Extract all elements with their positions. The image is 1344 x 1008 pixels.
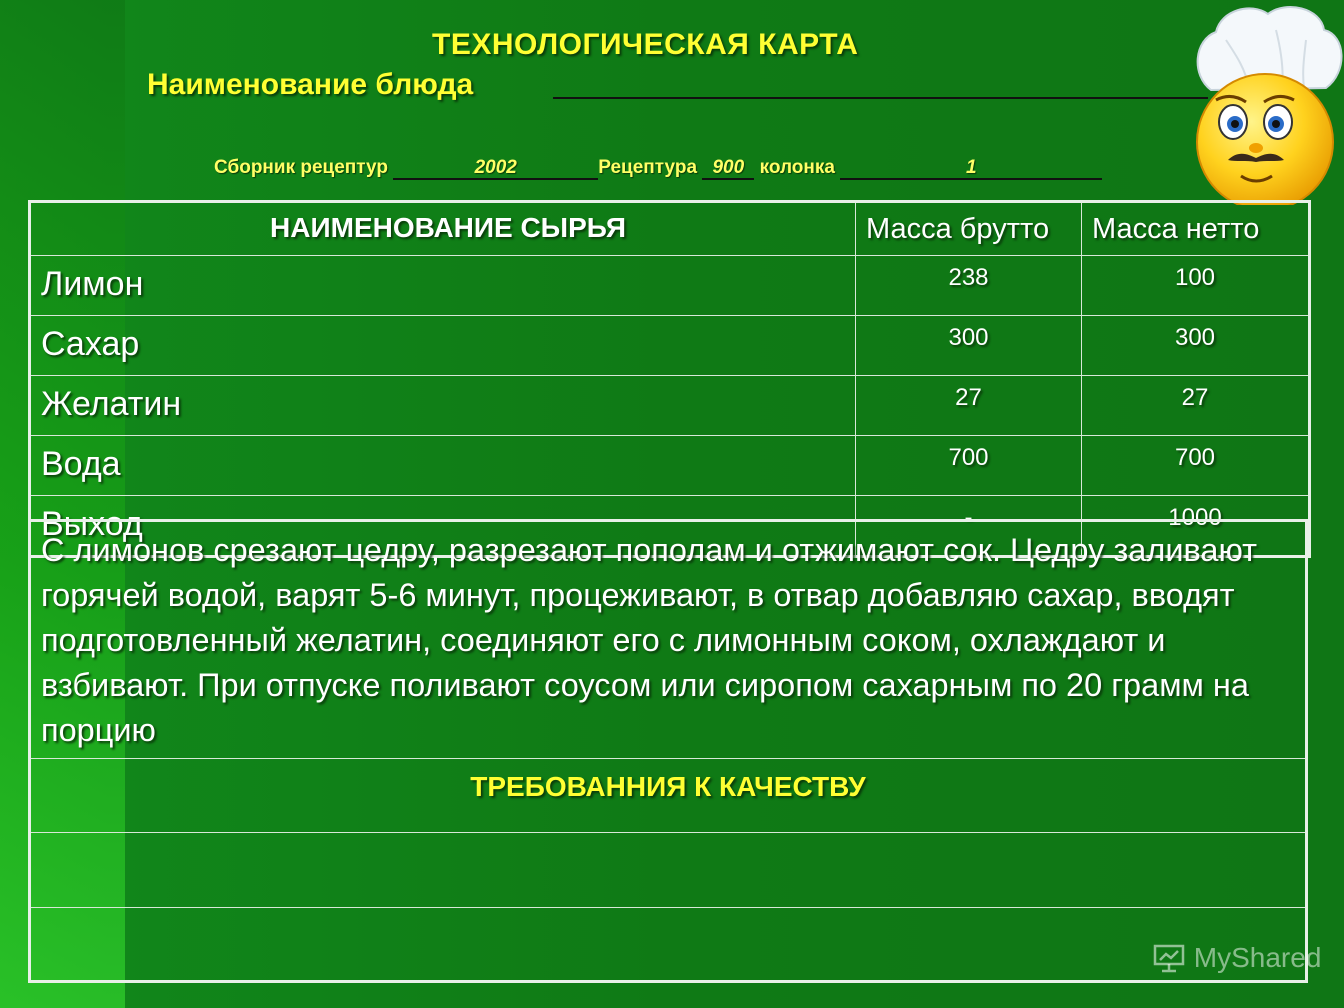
- dish-name-field-line: [553, 97, 1208, 99]
- net-mass: 27: [1082, 376, 1310, 436]
- empty-cell: [30, 833, 1307, 908]
- table-row: [30, 376, 1310, 436]
- header-net-mass: Масса нетто: [1082, 202, 1310, 256]
- table-row: [30, 256, 1310, 316]
- dish-name-label: Наименование блюда: [147, 68, 474, 101]
- ingredient-name: Выход: [30, 496, 856, 557]
- net-mass: 700: [1082, 436, 1310, 496]
- chef-smiley-icon: [1186, 0, 1344, 205]
- quality-row: [30, 759, 1307, 833]
- table-header-row: [30, 202, 1310, 256]
- collection-value: 2002: [393, 157, 598, 180]
- gross-mass: 700: [856, 436, 1082, 496]
- column-value: 1: [840, 157, 1102, 180]
- net-mass: 1000: [1082, 496, 1310, 557]
- ingredient-name: Сахар: [30, 316, 856, 376]
- description-row: [30, 521, 1307, 759]
- ingredient-name: Лимон: [30, 256, 856, 316]
- description-table: [28, 519, 1308, 983]
- recipe-source-line: [214, 157, 1102, 180]
- recipe-value: 900: [702, 157, 754, 180]
- header-ingredient-name: НАИМЕНОВАНИЕ СЫРЬЯ: [30, 202, 856, 256]
- net-mass: 100: [1082, 256, 1310, 316]
- gross-mass: 27: [856, 376, 1082, 436]
- net-mass: 300: [1082, 316, 1310, 376]
- watermark-text: MyShared: [1193, 942, 1322, 973]
- presentation-icon: [1152, 943, 1186, 973]
- collection-label: Сборник рецептур: [214, 157, 388, 178]
- page-title: ТЕХНОЛОГИЧЕСКАЯ КАРТА: [432, 28, 859, 61]
- empty-cell: [30, 908, 1307, 982]
- preparation-description: С лимонов срезают цедру, разрезают пополам и отжимают сок. Цедру заливают горячей водой, варят 5-6 минут, процеживают, в отвар добавляю сахар, вводят подготовленный желатин, соединяют его с лимонным соком, охлаждают и взбивают. При отпуске поливают соусом или сиропом сахарным по 20 грамм на порцию: [30, 521, 1307, 759]
- gross-mass: 300: [856, 316, 1082, 376]
- header-gross-mass: Масса брутто: [856, 202, 1082, 256]
- empty-row: [30, 908, 1307, 982]
- ingredients-table: [28, 200, 1311, 558]
- column-label: колонка: [759, 157, 835, 178]
- table-row: [30, 316, 1310, 376]
- empty-row: [30, 833, 1307, 908]
- ingredient-name: Желатин: [30, 376, 856, 436]
- gross-mass: 238: [856, 256, 1082, 316]
- gross-mass: -: [856, 496, 1082, 557]
- table-row: [30, 436, 1310, 496]
- quality-requirements-title: ТРЕБОВАННИЯ К КАЧЕСТВУ: [30, 759, 1307, 833]
- recipe-label: Рецептура: [598, 157, 698, 178]
- watermark: [1152, 942, 1321, 974]
- ingredient-name: Вода: [30, 436, 856, 496]
